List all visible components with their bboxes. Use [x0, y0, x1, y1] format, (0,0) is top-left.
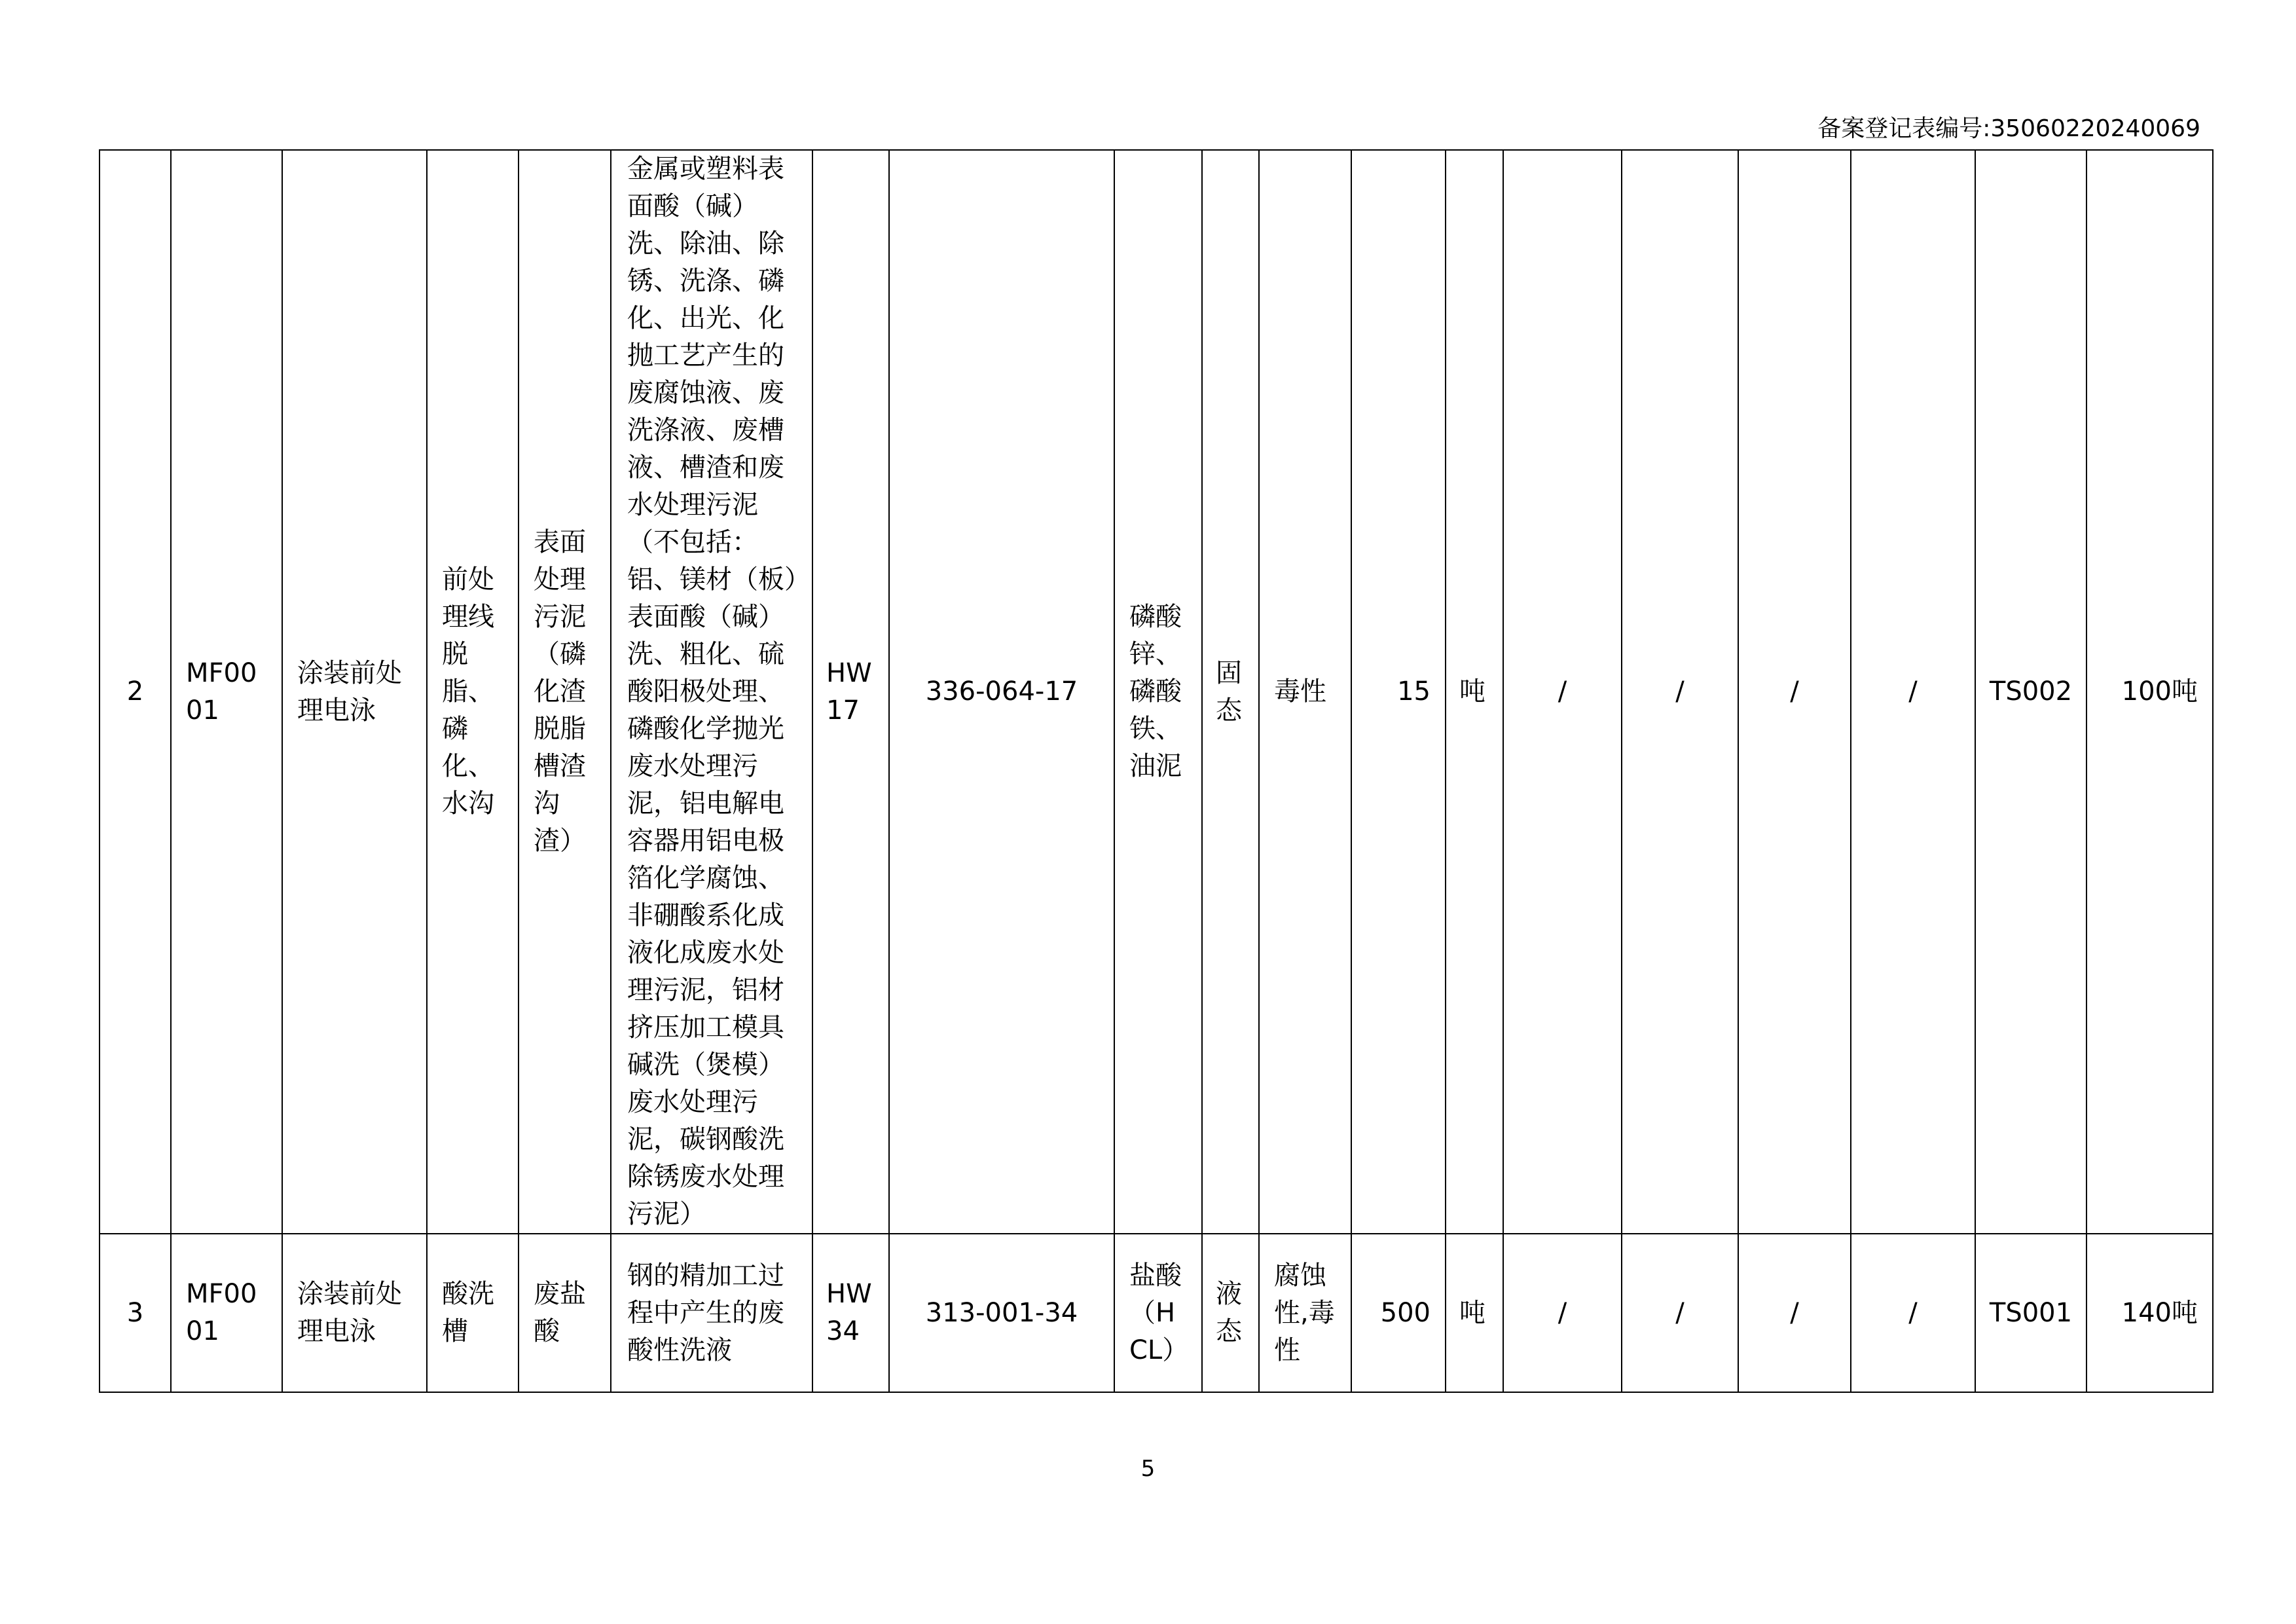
registration-label: 备案登记表编号:	[1817, 115, 1991, 142]
table-row	[100, 1234, 2213, 1392]
page-number: 5	[1140, 1456, 1156, 1482]
quantity-unit: 吨	[1446, 1234, 1503, 1392]
registration-number: 35060220240069	[1990, 115, 2200, 142]
hazard-property: 腐蚀性,毒性	[1259, 1234, 1351, 1392]
waste-code: 313-001-34	[889, 1234, 1114, 1392]
facility-code: MF0001	[171, 150, 282, 1234]
field-a: /	[1503, 1234, 1622, 1392]
field-b: /	[1622, 1234, 1738, 1392]
waste-category: HW34	[812, 1234, 889, 1392]
waste-name: 表面处理污泥（磷化渣脱脂槽渣沟渣）	[519, 150, 611, 1234]
field-b: /	[1622, 150, 1738, 1234]
physical-form: 液态	[1202, 1234, 1259, 1392]
field-c: /	[1738, 150, 1851, 1234]
industry-source: 钢的精加工过程中产生的废酸性洗液	[611, 1234, 812, 1392]
waste-name: 废盐酸	[519, 1234, 611, 1392]
facility-code: MF0001	[171, 1234, 282, 1392]
storage-capacity: 140吨	[2086, 1234, 2213, 1392]
generation-source: 前处理线脱脂、磷化、水沟	[427, 150, 519, 1234]
registration-number-line	[1817, 113, 2200, 145]
field-a: /	[1503, 150, 1622, 1234]
industry-source: 金属或塑料表面酸（碱）洗、除油、除锈、洗涤、磷化、出光、化抛工艺产生的废腐蚀液、废洗涤液、废槽液、槽渣和废水处理污泥（不包括：铝、镁材（板）表面酸（碱）洗、粗化、硫酸阳极处理、磷酸化学抛光废水处理污泥，铝电解电容器用铝电极箔化学腐蚀、非硼酸系化成液化成废水处理污泥，铝材挤压加工模具碱洗（煲模）废水处理污泥，碳钢酸洗除锈废水处理污泥）	[611, 150, 812, 1234]
hazardous-waste-table	[99, 149, 2214, 1393]
main-components: 磷酸锌、磷酸铁、油泥	[1114, 150, 1202, 1234]
storage-capacity: 100吨	[2086, 150, 2213, 1234]
physical-form: 固态	[1202, 150, 1259, 1234]
storage-facility-code: TS001	[1975, 1234, 2086, 1392]
process-name: 涂装前处理电泳	[282, 150, 427, 1234]
process-name: 涂装前处理电泳	[282, 1234, 427, 1392]
annual-quantity: 15	[1351, 150, 1446, 1234]
waste-code: 336-064-17	[889, 150, 1114, 1234]
table-row	[100, 150, 2213, 1234]
waste-category: HW17	[812, 150, 889, 1234]
row-number: 3	[100, 1234, 171, 1392]
quantity-unit: 吨	[1446, 150, 1503, 1234]
row-number: 2	[100, 150, 171, 1234]
field-d: /	[1851, 1234, 1975, 1392]
main-components: 盐酸（HCL）	[1114, 1234, 1202, 1392]
storage-facility-code: TS002	[1975, 150, 2086, 1234]
field-c: /	[1738, 1234, 1851, 1392]
generation-source: 酸洗槽	[427, 1234, 519, 1392]
annual-quantity: 500	[1351, 1234, 1446, 1392]
hazard-property: 毒性	[1259, 150, 1351, 1234]
field-d: /	[1851, 150, 1975, 1234]
